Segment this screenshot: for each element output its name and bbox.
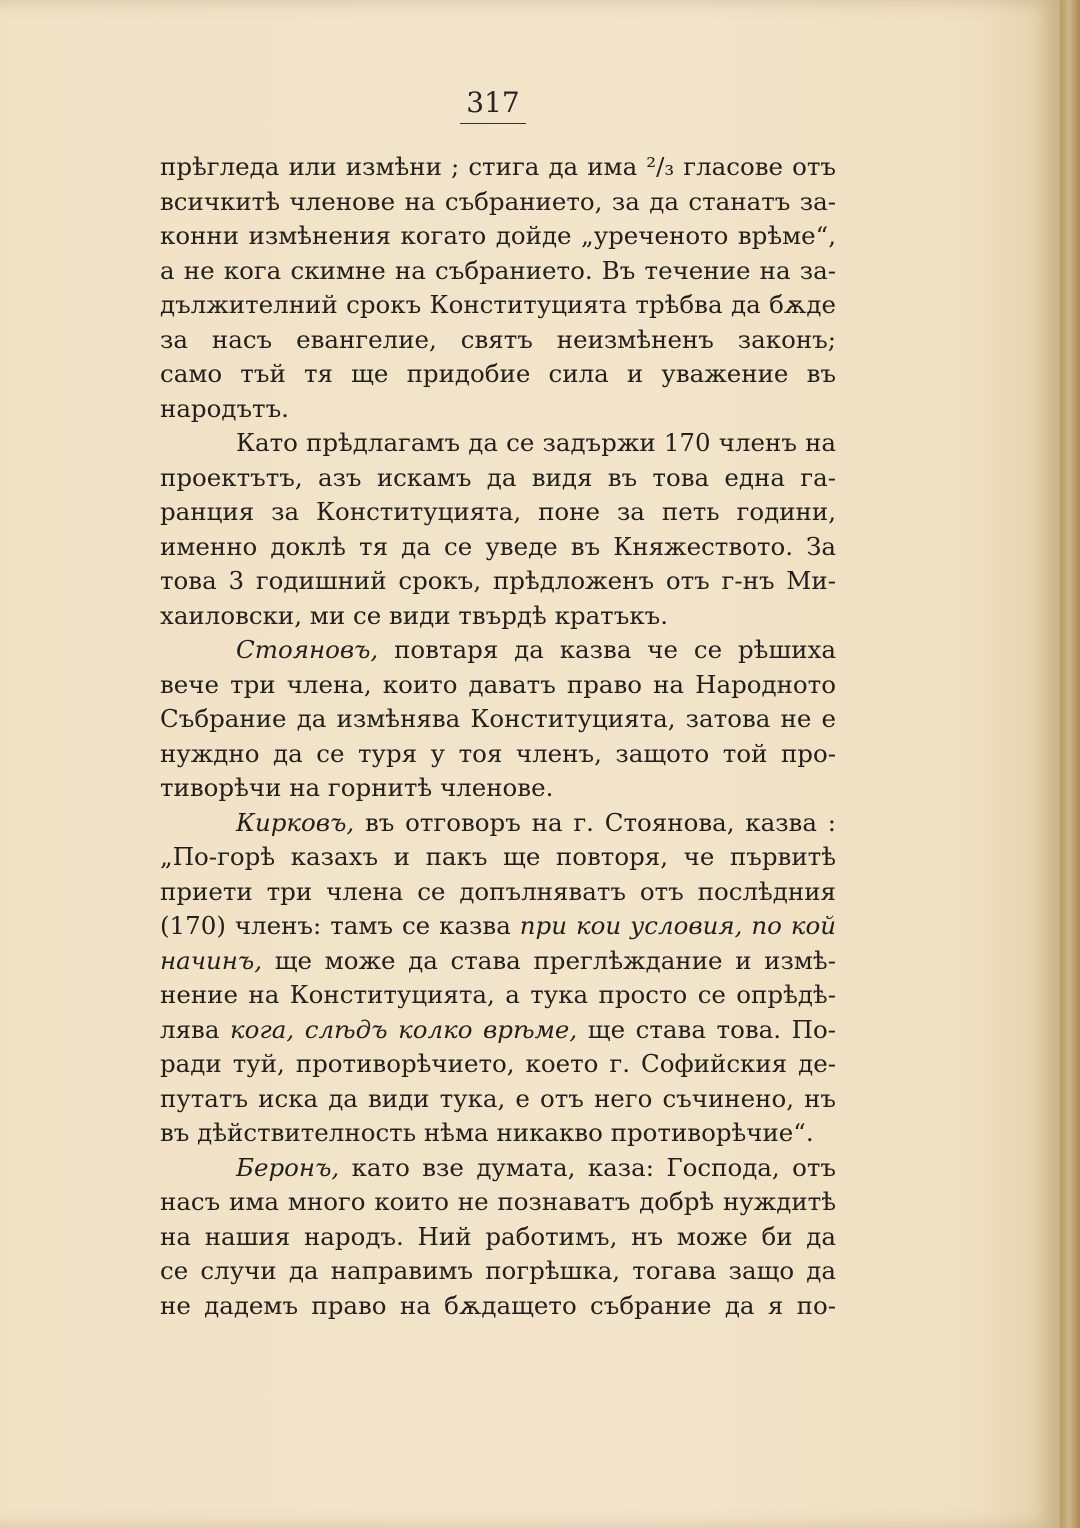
text-span: лява [160, 1014, 230, 1044]
text-line: прѣгледа или измѣни ; стига да има ²/₃ гласове отъ [160, 152, 836, 181]
text-line: конни измѣнения когато дойде „уреченото врѣме“, [160, 221, 836, 250]
text-line: хаиловски, ми се види твърдѣ кратъкъ. [160, 600, 669, 630]
text-line: народътъ. [160, 393, 289, 423]
page-number-rule [460, 123, 526, 124]
text-line: ранция за Конституцията, поне за петь години, [160, 497, 836, 526]
emphasis-span: кога, слѣдъ колко врѣме, [230, 1014, 578, 1044]
text-span: като взе думата, каза: Господа, отъ [339, 1152, 836, 1182]
text-line: проектътъ, азъ искамъ да видя въ това една га- [160, 462, 836, 492]
text-line: това 3 годишний срокъ, прѣдложенъ отъ г-нъ Ми- [160, 566, 836, 595]
text-line [160, 909, 836, 944]
emphasis-span: при кои условия, по кой [519, 911, 836, 940]
page-number: 317 [466, 86, 520, 119]
text-line: насъ има много които не познаватъ добрѣ нуждитѣ [160, 1187, 836, 1216]
text-line: въ дѣйствителность нѣма никакво противорѣчие“. [160, 1118, 814, 1147]
text-line: „По-горѣ казахъ и пакъ ще повторя, че първитѣ [160, 842, 836, 871]
book-page-edge [1060, 0, 1080, 1528]
text-line: вече три члена, които даватъ право на Народното [160, 669, 836, 699]
text-line: тиворѣчи на горнитѣ членове. [160, 773, 554, 802]
paragraph-2 [160, 426, 836, 633]
speaker-name: Беронъ, [236, 1152, 340, 1182]
text-line: нение на Конституцията, а тука просто се опрѣдѣ- [160, 980, 836, 1009]
text-line: Като прѣдлагамъ да се задържи 170 членъ на [236, 428, 836, 457]
text-span: (170) членъ: тамъ се казва [160, 911, 520, 940]
body-text [160, 150, 836, 1323]
text-line: само тъй тя ще придобие сила и уважение въ [160, 359, 836, 388]
text-span: ще може да става преглѣждание и измѣ- [262, 945, 836, 975]
text-span: ще става това. По- [577, 1014, 836, 1044]
text-line [160, 944, 836, 979]
emphasis-span: начинъ, [160, 945, 263, 975]
text-span: въ отговоръ на г. Стоянова, казва : [354, 807, 836, 837]
text-line [160, 1013, 836, 1048]
text-line: нуждно да се туря у тоя членъ, защото той про- [160, 738, 836, 768]
text-line: за насъ евангелие, святъ неизмѣненъ законъ; [160, 324, 836, 354]
text-line: путатъ иска да види тука, е отъ него съчинено, нъ [160, 1083, 836, 1113]
text-span: повтаря да казва че се рѣшиха [378, 635, 836, 664]
text-line [160, 633, 836, 668]
text-line: всичкитѣ членове на събранието, за да станатъ за- [160, 186, 836, 216]
paragraph-1 [160, 150, 836, 426]
text-line [160, 1151, 836, 1186]
paragraph-5 [160, 1151, 836, 1324]
paragraph-3 [160, 633, 836, 806]
text-line: ради туй, противорѣчието, което г. Софийския де- [160, 1049, 836, 1078]
text-line: приети три члена се допълняватъ отъ послѣдния [160, 876, 836, 906]
text-line: на нашия народъ. Ний работимъ, нъ може би да [160, 1221, 836, 1251]
speaker-name: Кирковъ, [236, 807, 355, 837]
speaker-name: Стояновъ, [236, 635, 379, 664]
text-line: не дадемъ право на бѫдащето събрание да я по- [160, 1290, 836, 1320]
text-line: дължителний срокъ Конституцията трѣбва да бѫде [160, 290, 836, 319]
text-line: именно доклѣ тя да се уведе въ Княжеството. За [160, 531, 836, 561]
text-line: се случи да направимъ погрѣшка, тогава защо да [160, 1256, 836, 1285]
text-line [160, 806, 836, 841]
paragraph-4 [160, 806, 836, 1151]
text-line: Събрание да измѣнява Конституцията, затова не е [160, 704, 836, 733]
text-line: а не кога скимне на събранието. Въ течение на за- [160, 255, 836, 285]
